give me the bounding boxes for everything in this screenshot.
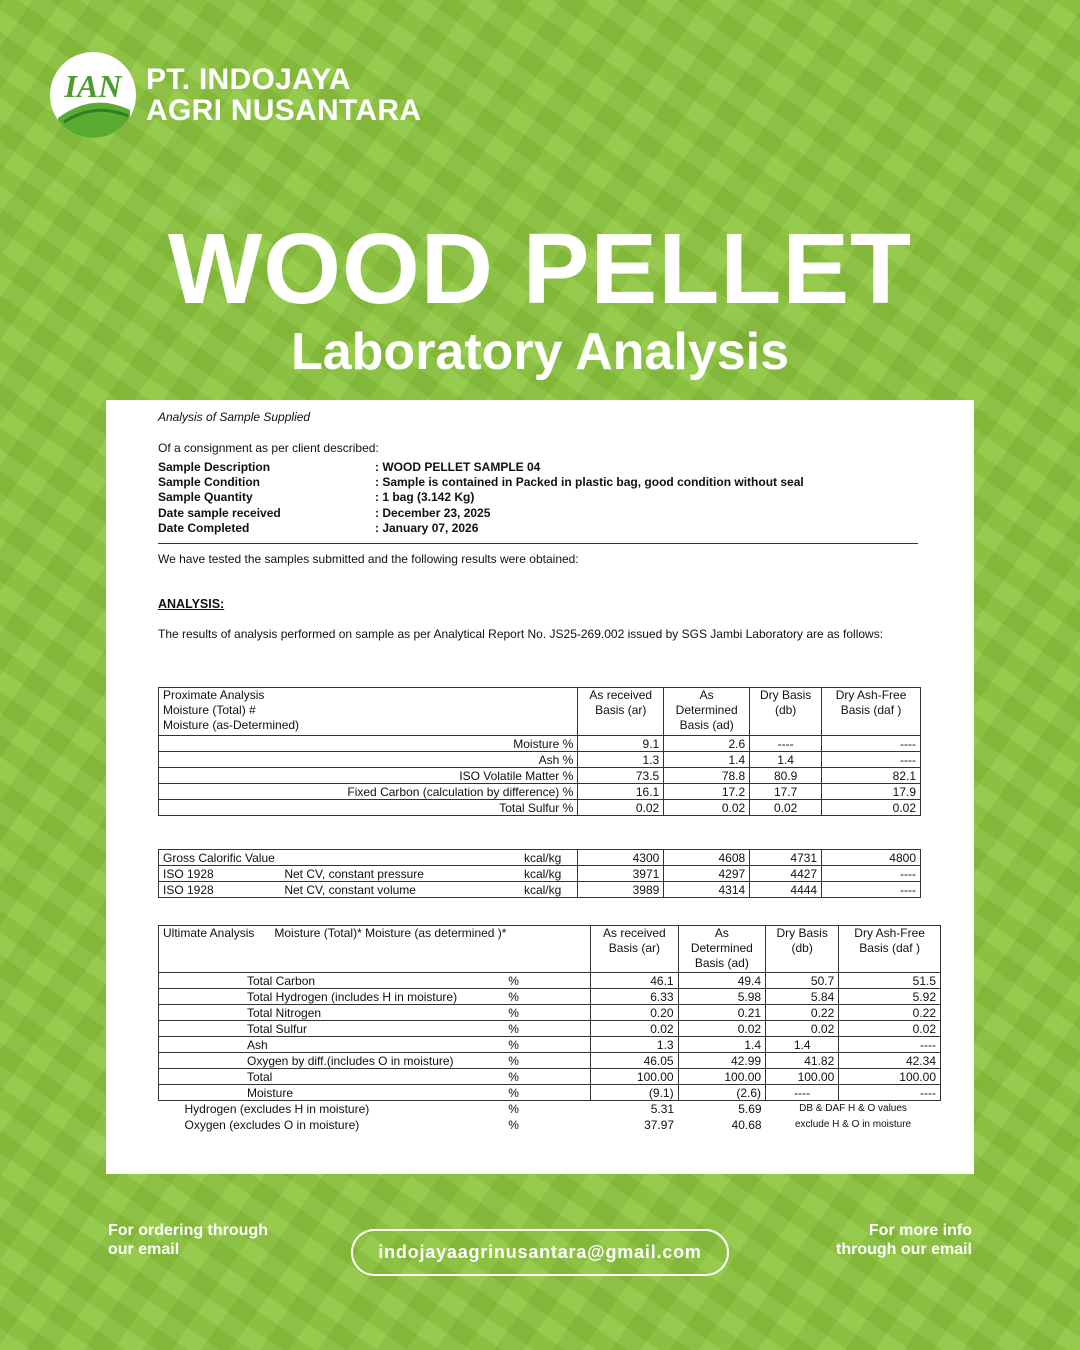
table-row: Ash % 1.3 1.4 1.4 ---- [159, 1037, 941, 1053]
table-header-row: Proximate Analysis Moisture (Total) # Moisture (as-Determined) As received Basis (ar) As Determined Basis (ad) Dry Basis (db) Dry Ash-Free Basis (daf ) [159, 688, 921, 736]
table-row: Gross Calorific Value kcal/kg 4300 4608 4731 4800 [159, 850, 921, 866]
divider [158, 543, 918, 544]
sample-info-row: Sample Condition : Sample is contained in Packed in plastic bag, good condition without seal [158, 475, 804, 490]
table-row: Total Nitrogen % 0.20 0.21 0.22 0.22 [159, 1005, 941, 1021]
results-text: The results of analysis performed on sample as per Analytical Report No. JS25-269.002 issued by SGS Jambi Laboratory are as follows: [158, 627, 884, 641]
sample-info-row: Sample Quantity : 1 bag (3.142 Kg) [158, 490, 475, 505]
company-name [146, 64, 421, 126]
page-subtitle: Laboratory Analysis [290, 323, 789, 381]
consignment-text: Of a consignment as per client described: [158, 441, 379, 455]
table-row: ISO 1928 Net CV, constant pressure kcal/kg 3971 4297 4427 ---- [159, 866, 921, 882]
table-row: Moisture % (9.1) (2.6) ---- ---- [159, 1085, 941, 1101]
company-name-line2: AGRI NUSANTARA [146, 94, 422, 127]
table-row: Total Carbon % 46.1 49.4 50.7 51.5 [159, 973, 941, 989]
report-intro: Analysis of Sample Supplied [158, 410, 311, 424]
footer-right-text: For more info through our email [836, 1222, 972, 1258]
sample-info-row: Sample Description : WOOD PELLET SAMPLE 04 [158, 460, 541, 474]
ultimate-analysis-table [158, 925, 941, 1133]
table-row: Total % 100.00 100.00 100.00 100.00 [159, 1069, 941, 1085]
table-row: Oxygen (excludes O in moisture) % 37.97 40.68 exclude H & O in moisture [184, 1117, 912, 1132]
footer-left-text: For ordering through our email [108, 1222, 268, 1258]
table-row: Moisture % 9.1 2.6 ---- ---- [159, 736, 921, 752]
table-row: Hydrogen (excludes H in moisture) % 5.31 5.69 DB & DAF H & O values [184, 1101, 907, 1116]
sample-info-row: Date Completed : January 07, 2026 [158, 520, 479, 535]
table-row: ISO Volatile Matter % 73.5 78.8 80.9 82.1 [159, 768, 921, 784]
lab-report-document [106, 400, 974, 1174]
table-row: Total Hydrogen (includes H in moisture) % 6.33 5.98 5.84 5.92 [159, 989, 941, 1005]
table-header-row: Ultimate Analysis Moisture (Total)* Moisture (as determined )* As received Basis (ar) As Determined Basis (ad) Dry Basis (db) Dry Ash-Free Basis (daf ) [159, 926, 941, 973]
ian-logo-icon [50, 52, 136, 138]
tested-statement: We have tested the samples submitted and the following results were obtained: [158, 552, 579, 566]
logo-letters: IAN [64, 68, 122, 104]
sample-info-row: Date sample received : December 23, 2025 [158, 505, 491, 520]
calorific-value-table [158, 849, 921, 898]
table-row: Ash % 1.3 1.4 1.4 ---- [159, 752, 921, 768]
table-row: Fixed Carbon (calculation by difference) % 16.1 17.2 17.7 17.9 [159, 784, 921, 800]
company-name-line1: PT. INDOJAYA [146, 63, 351, 96]
table-row: Total Sulfur % 0.02 0.02 0.02 0.02 [159, 800, 921, 816]
page-title: WOOD PELLET [167, 213, 913, 325]
table-row: ISO 1928 Net CV, constant volume kcal/kg 3989 4314 4444 ---- [159, 882, 921, 898]
table-row: Total Sulfur % 0.02 0.02 0.02 0.02 [159, 1021, 941, 1037]
analysis-heading: ANALYSIS: [158, 597, 225, 611]
sample-info [158, 460, 804, 536]
company-logo [50, 52, 421, 138]
email-link[interactable]: indojayaagrinusantara@gmail.com [351, 1229, 729, 1276]
table-row: Oxygen by diff.(includes O in moisture) % 46.05 42.99 41.82 42.34 [159, 1053, 941, 1069]
proximate-analysis-table [158, 687, 921, 816]
